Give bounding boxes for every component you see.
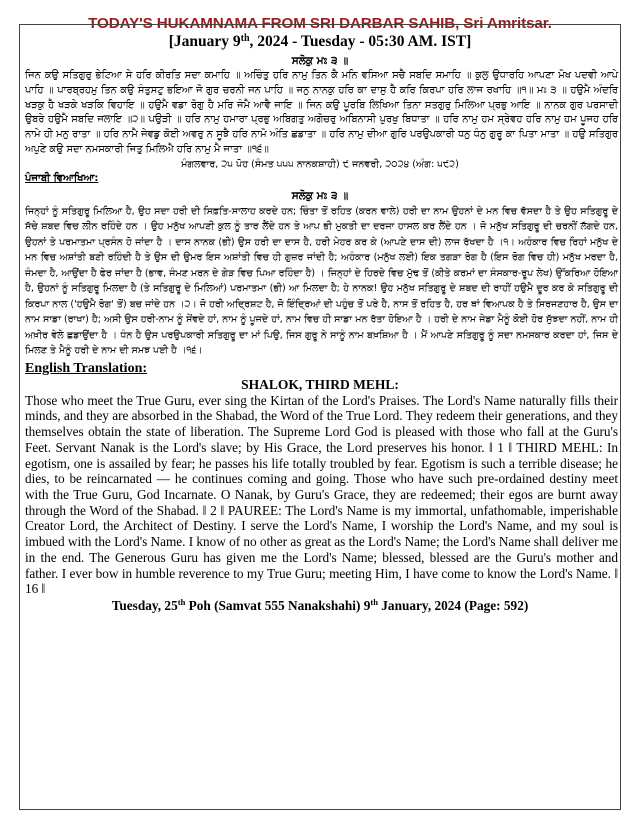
punjabi-vyakhia-label: ਪੰਜਾਬੀ ਵਿਆਖਿਆ: <box>25 172 99 184</box>
gurbani-heading: ਸਲੋਕੁ ਮਃ ੩ ॥ <box>291 55 349 67</box>
gurbani-text: ਜਿਨ ਕਉ ਸਤਿਗੁਰੁ ਭੇਟਿਆ ਸੇ ਹਰਿ ਕੀਰਤਿ ਸਦਾ ਕਮਾਹਿ ॥ ਅਚਿੰਤੁ ਹਰਿ ਨਾਮੁ ਤਿਨ ਕੈ ਮਨਿ ਵਸਿਆ ਸਚੈ ਸਬਦਿ ਸਮਾਹਿ ॥ ਕੁਲੁ ਉਧਾਰਹਿ ਆਪਣਾ ਮੋਖ ਪਦਵੀ ਆਪੇ ਪਾਹਿ ॥ ਪਾਰਬ੍ਰਹਮੁ ਤਿਨ ਕਉ ਸੰਤੁਸਟੁ ਭਇਆ ਜੋ ਗੁਰ ਚਰਨੀ ਜਨ ਪਾਹਿ ॥ ਜਨੁ ਨਾਨਕੁ ਹਰਿ ਕਾ ਦਾਸੁ ਹੈ ਕਰਿ ਕਿਰਪਾ ਹਰਿ ਲਾਜ ਰਖਾਹਿ ॥੧॥ ਮਃ ੩ ॥ ਹਉਮੈ ਅੰਦਰਿ ਖੜਕੁ ਹੈ ਖੜਕੇ ਖੜਕਿ ਵਿਹਾਇ ॥ ਹਉਮੈ ਵਡਾ ਰੋਗੁ ਹੈ ਮਰਿ ਜੰਮੈ ਆਵੈ ਜਾਇ ॥ ਜਿਨ ਕਉ ਪੂਰਬਿ ਲਿਖਿਆ ਤਿਨਾ ਸਤਗੁਰੁ ਮਿਲਿਆ ਪ੍ਰਭੁ ਆਇ ॥ ਨਾਨਕ ਗੁਰ ਪਰਸਾਦੀ ਉਬਰੇ ਹਉਮੈ ਸਬਦਿ ਜਲਾਇ ॥੨॥ ਪਉੜੀ ॥ ਹਰਿ ਨਾਮੁ ਹਮਾਰਾ ਪ੍ਰਭੁ ਅਬਿਗਤੁ ਅਗੋਚਰੁ ਅਬਿਨਾਸੀ ਪੁਰਖੁ ਬਿਧਾਤਾ ॥ ਹਰਿ ਨਾਮੁ ਹਮ ਸ੍ਰੇਵਹ ਹਰਿ ਨਾਮੁ ਹਮ ਪੂਜਹ ਹਰਿ ਨਾਮੇ ਹੀ ਮਨੁ ਰਾਤਾ ॥ ਹਰਿ ਨਾਮੈ ਜੇਵਡੁ ਕੋਈ ਅਵਰੁ ਨ ਸੂਝੈ ਹਰਿ ਨਾਮੋ ਅੰਤਿ ਛਡਾਤਾ ॥ ਹਰਿ ਨਾਮੁ ਦੀਆ ਗੁਰਿ ਪਰਉਪਕਾਰੀ ਧਨੁ ਧੰਨੁ ਗੁਰੂ ਕਾ ਪਿਤਾ ਮਾਤਾ ॥ ਹਉ ਸਤਿਗੁਰ ਅਪੁਣੇ ਕਉ ਸਦਾ ਨਮਸਕਾਰੀ ਜਿਤੁ ਮਿਲਿਐ ਹਰਿ ਨਾਮੁ ਮੈ ਜਾਤਾ ॥੧੬॥ <box>25 70 618 155</box>
date-time-subtitle: [January 9th, 2024 - Tuesday - 05:30 AM. IST] <box>168 33 472 50</box>
english-translation-label: English Translation: <box>25 360 148 376</box>
page-title: TODAY'S HUKAMNAMA FROM SRI DARBAR SAHIB, Sri Amritsar. <box>88 15 552 32</box>
english-translation-text: Those who meet the True Guru, ever sing the Kirtan of the Lord's Praises. The Lord's Name naturally fills their minds, and they are absorbed in the Shabad, the Word of the True Lord. They redeem their generations, and they themselves obtain the state of liberation. The Supreme Lord God is pleased with those who fall at the Guru's Feet. Servant Nanak is the Lord's slave; by His Grace, the Lord preserves his honor. ‖ 1 ‖ THIRD MEHL: In egotism, one is assailed by fear; he passes his life totally troubled by fear. Egotism is such a terrible disease; he dies, to be reincarnated — he continues coming and going. Those who have such pre-ordained destiny meet with the True Guru, God Incarnate. O Nanak, by Guru's Grace, they are redeemed; their egos are burnt away through the Word of the Shabad. ‖ 2 ‖ PAUREE: The Lord's Name is my immortal, unfathomable, imperishable Creator Lord, the Architect of Destiny. I serve the Lord's Name, I worship the Lord's Name, and my soul is imbued with the Lord's Name. I know of no other as great as the Lord's Name; the Lord's Name shall deliver me in the end. The Generous Guru has given me the Lord's Name; blessed, blessed are the Guru's mother and father. I ever bow in humble reverence to my True Guru; meeting Him, I have come to know the Lord's Name. ‖ 16 ‖ <box>25 392 618 597</box>
english-heading: SHALOK, THIRD MEHL: <box>241 376 399 392</box>
english-date-line: Tuesday, 25th Poh (Samvat 555 Nanakshahi) 9th January, 2024 (Page: 592) <box>111 596 529 613</box>
vyakhia-heading: ਸਲੋਕੁ ਮਃ ੩ ॥ <box>291 189 349 202</box>
punjabi-vyakhia-text: ਜਿਨ੍ਹਾਂ ਨੂੰ ਸਤਿਗੁਰੂ ਮਿਲਿਆ ਹੈ, ਉਹ ਸਦਾ ਹਰੀ ਦੀ ਸਿਫ਼ਤਿ-ਸਾਲਾਹ ਕਰਦੇ ਹਨ; ਚਿੰਤਾ ਤੋਂ ਰਹਿਤ (ਕਰਨ ਵਾਲੇ) ਹਰੀ ਦਾ ਨਾਮ ਉਹਨਾਂ ਦੇ ਮਨ ਵਿਚ ਵੱਸਦਾ ਹੈ ਤੇ ਉਹ ਸਤਿਗੁਰੂ ਦੇ ਸੱਚੇ ਸ਼ਬਦ ਵਿਚ ਲੀਨ ਰਹਿੰਦੇ ਹਨ । ਉਹ ਮਨੁੱਖ ਆਪਣੀ ਕੁਲ ਨੂੰ ਤਾਰ ਲੈਂਦੇ ਹਨ ਤੇ ਆਪ ਭੀ ਮੁਕਤੀ ਦਾ ਦਰਜਾ ਹਾਸਲ ਕਰ ਲੈਂਦੇ ਹਨ । ਜੋ ਮਨੁੱਖ ਸਤਿਗੁਰੂ ਦੀ ਚਰਨੀਂ ਲੱਗਦੇ ਹਨ, ਉਹਨਾਂ ਤੇ ਪਰਮਾਤਮਾ ਪ੍ਰਸੰਨ ਹੋ ਜਾਂਦਾ ਹੈ । ਦਾਸ ਨਾਨਕ (ਭੀ) ਉਸ ਹਰੀ ਦਾ ਦਾਸ ਹੈ, ਹਰੀ ਮੇਹਰ ਕਰ ਕੇ (ਆਪਣੇ ਦਾਸ ਦੀ) ਲਾਜ ਰੱਖਦਾ ਹੈ ।੧। ਅਹੰਕਾਰ ਵਿਚ ਰਿਹਾਂ ਮਨੁੱਖ ਦੇ ਮਨ ਵਿਚ ਅਸ਼ਾਂਤੀ ਬਣੀ ਰਹਿੰਦੀ ਹੈ ਤੇ ਉਸ ਦੀ ਉਮਰ ਇਸ ਅਸ਼ਾਂਤੀ ਵਿਚ ਹੀ ਗੁਜ਼ਰ ਜਾਂਦੀ ਹੈ; ਅਹੰਕਾਰ (ਮਨੁੱਖ ਲਈ) ਇਕ ਤਗੜਾ ਰੋਗ ਹੈ (ਇਸ ਰੋਗ ਵਿਚ ਹੀ) ਮਨੁੱਖ ਮਰਦਾ ਹੈ, ਜੰਮਦਾ ਹੈ, ਆਉਂਦਾ ਹੈ ਫੇਰ ਜਾਂਦਾ ਹੈ (ਭਾਵ, ਜੰਮਣ ਮਰਨ ਦੇ ਗੇੜ ਵਿਚ ਪਿਆ ਰਹਿੰਦਾ ਹੈ) । ਜਿਨ੍ਹਾਂ ਦੇ ਹਿਰਦੇ ਵਿਚ ਮੁੱਢ ਤੋਂ (ਕੀਤੇ ਕਰਮਾਂ ਦਾ ਸੰਸਕਾਰ-ਰੂਪ ਲੇਖ) ਉੱਕਰਿਆ ਹੋਇਆ ਹੈ, ਉਹਨਾਂ ਨੂੰ ਸਤਿਗੁਰੂ ਮਿਲਦਾ ਹੈ (ਤੇ ਸਤਿਗੁਰੂ ਦੇ ਮਿਲਿਆਂ) ਪਰਮਾਤਮਾ (ਭੀ) ਆ ਮਿਲਦਾ ਹੈ; ਹੇ ਨਾਨਕ! ਉਹ ਮਨੁੱਖ ਸਤਿਗੁਰੂ ਦੇ ਸ਼ਬਦ ਦੀ ਰਾਹੀਂ ਹਉਮੈ ਦੂਰ ਕਰ ਕੇ ਸਤਿਗੁਰੂ ਦੀ ਕਿਰਪਾ ਨਾਲ ('ਹਉਮੈ ਰੋਗ' ਤੋਂ) ਬਚ ਜਾਂਦੇ ਹਨ ।੨। ਜੋ ਹਰੀ ਅਦ੍ਰਿਸ਼ਟ ਹੈ, ਜੋ ਇੰਦ੍ਰਿਆਂ ਦੀ ਪਹੁੰਚ ਤੋਂ ਪਰੇ ਹੈ, ਨਾਸ ਤੋਂ ਰਹਿਤ ਹੈ, ਹਰ ਥਾਂ ਵਿਆਪਕ ਹੈ ਤੇ ਸਿਰਜਣਹਾਰ ਹੈ, ਉਸ ਦਾ ਨਾਮ ਸਾਡਾ (ਰਾਖਾ) ਹੈ; ਅਸੀ ਉਸ ਹਰੀ-ਨਾਮ ਨੂੰ ਸੇਂਵਦੇ ਹਾਂ, ਨਾਮ ਨੂੰ ਪੂਜਦੇ ਹਾਂ, ਨਾਮ ਵਿਚ ਹੀ ਸਾਡਾ ਮਨ ਰੱਤਾ ਹੋਇਆ ਹੈ । ਹਰੀ ਦੇ ਨਾਮ ਜੇਡਾ ਮੈਨੂੰ ਕੋਈ ਹੋਰ ਸੁੱਝਦਾ ਨਹੀਂ, ਨਾਮ ਹੀ ਅਖ਼ੀਰ ਵੇਲੇ ਛਡਾਉਂਦਾ ਹੈ । ਧੰਨ ਹੈ ਉਸ ਪਰਉਪਕਾਰੀ ਸਤਿਗੁਰੂ ਦਾ ਮਾਂ ਪਿਉ, ਜਿਸ ਗੁਰੂ ਨੇ ਸਾਨੂੰ ਨਾਮ ਬਖ਼ਸ਼ਿਆ ਹੈ । ਮੈਂ ਆਪਣੇ ਸਤਿਗੁਰੂ ਨੂੰ ਸਦਾ ਨਮਸਕਾਰ ਕਰਦਾ ਹਾਂ, ਜਿਸ ਦੇ ਮਿਲਣ ਤੇ ਮੈਨੂੰ ਹਰੀ ਦੇ ਨਾਮ ਦੀ ਸਮਝ ਪਈ ਹੈ ।੧੬। <box>25 205 618 357</box>
punjabi-date-line: ਮੰਗਲਵਾਰ, ੨੫ ਪੋਹ (ਸੰਮਤ ੫੫੫ ਨਾਨਕਸ਼ਾਹੀ) ੯ ਜਨਵਰੀ, ੨੦੨੪ (ਅੰਗ: ੫੯੨) <box>181 158 459 170</box>
